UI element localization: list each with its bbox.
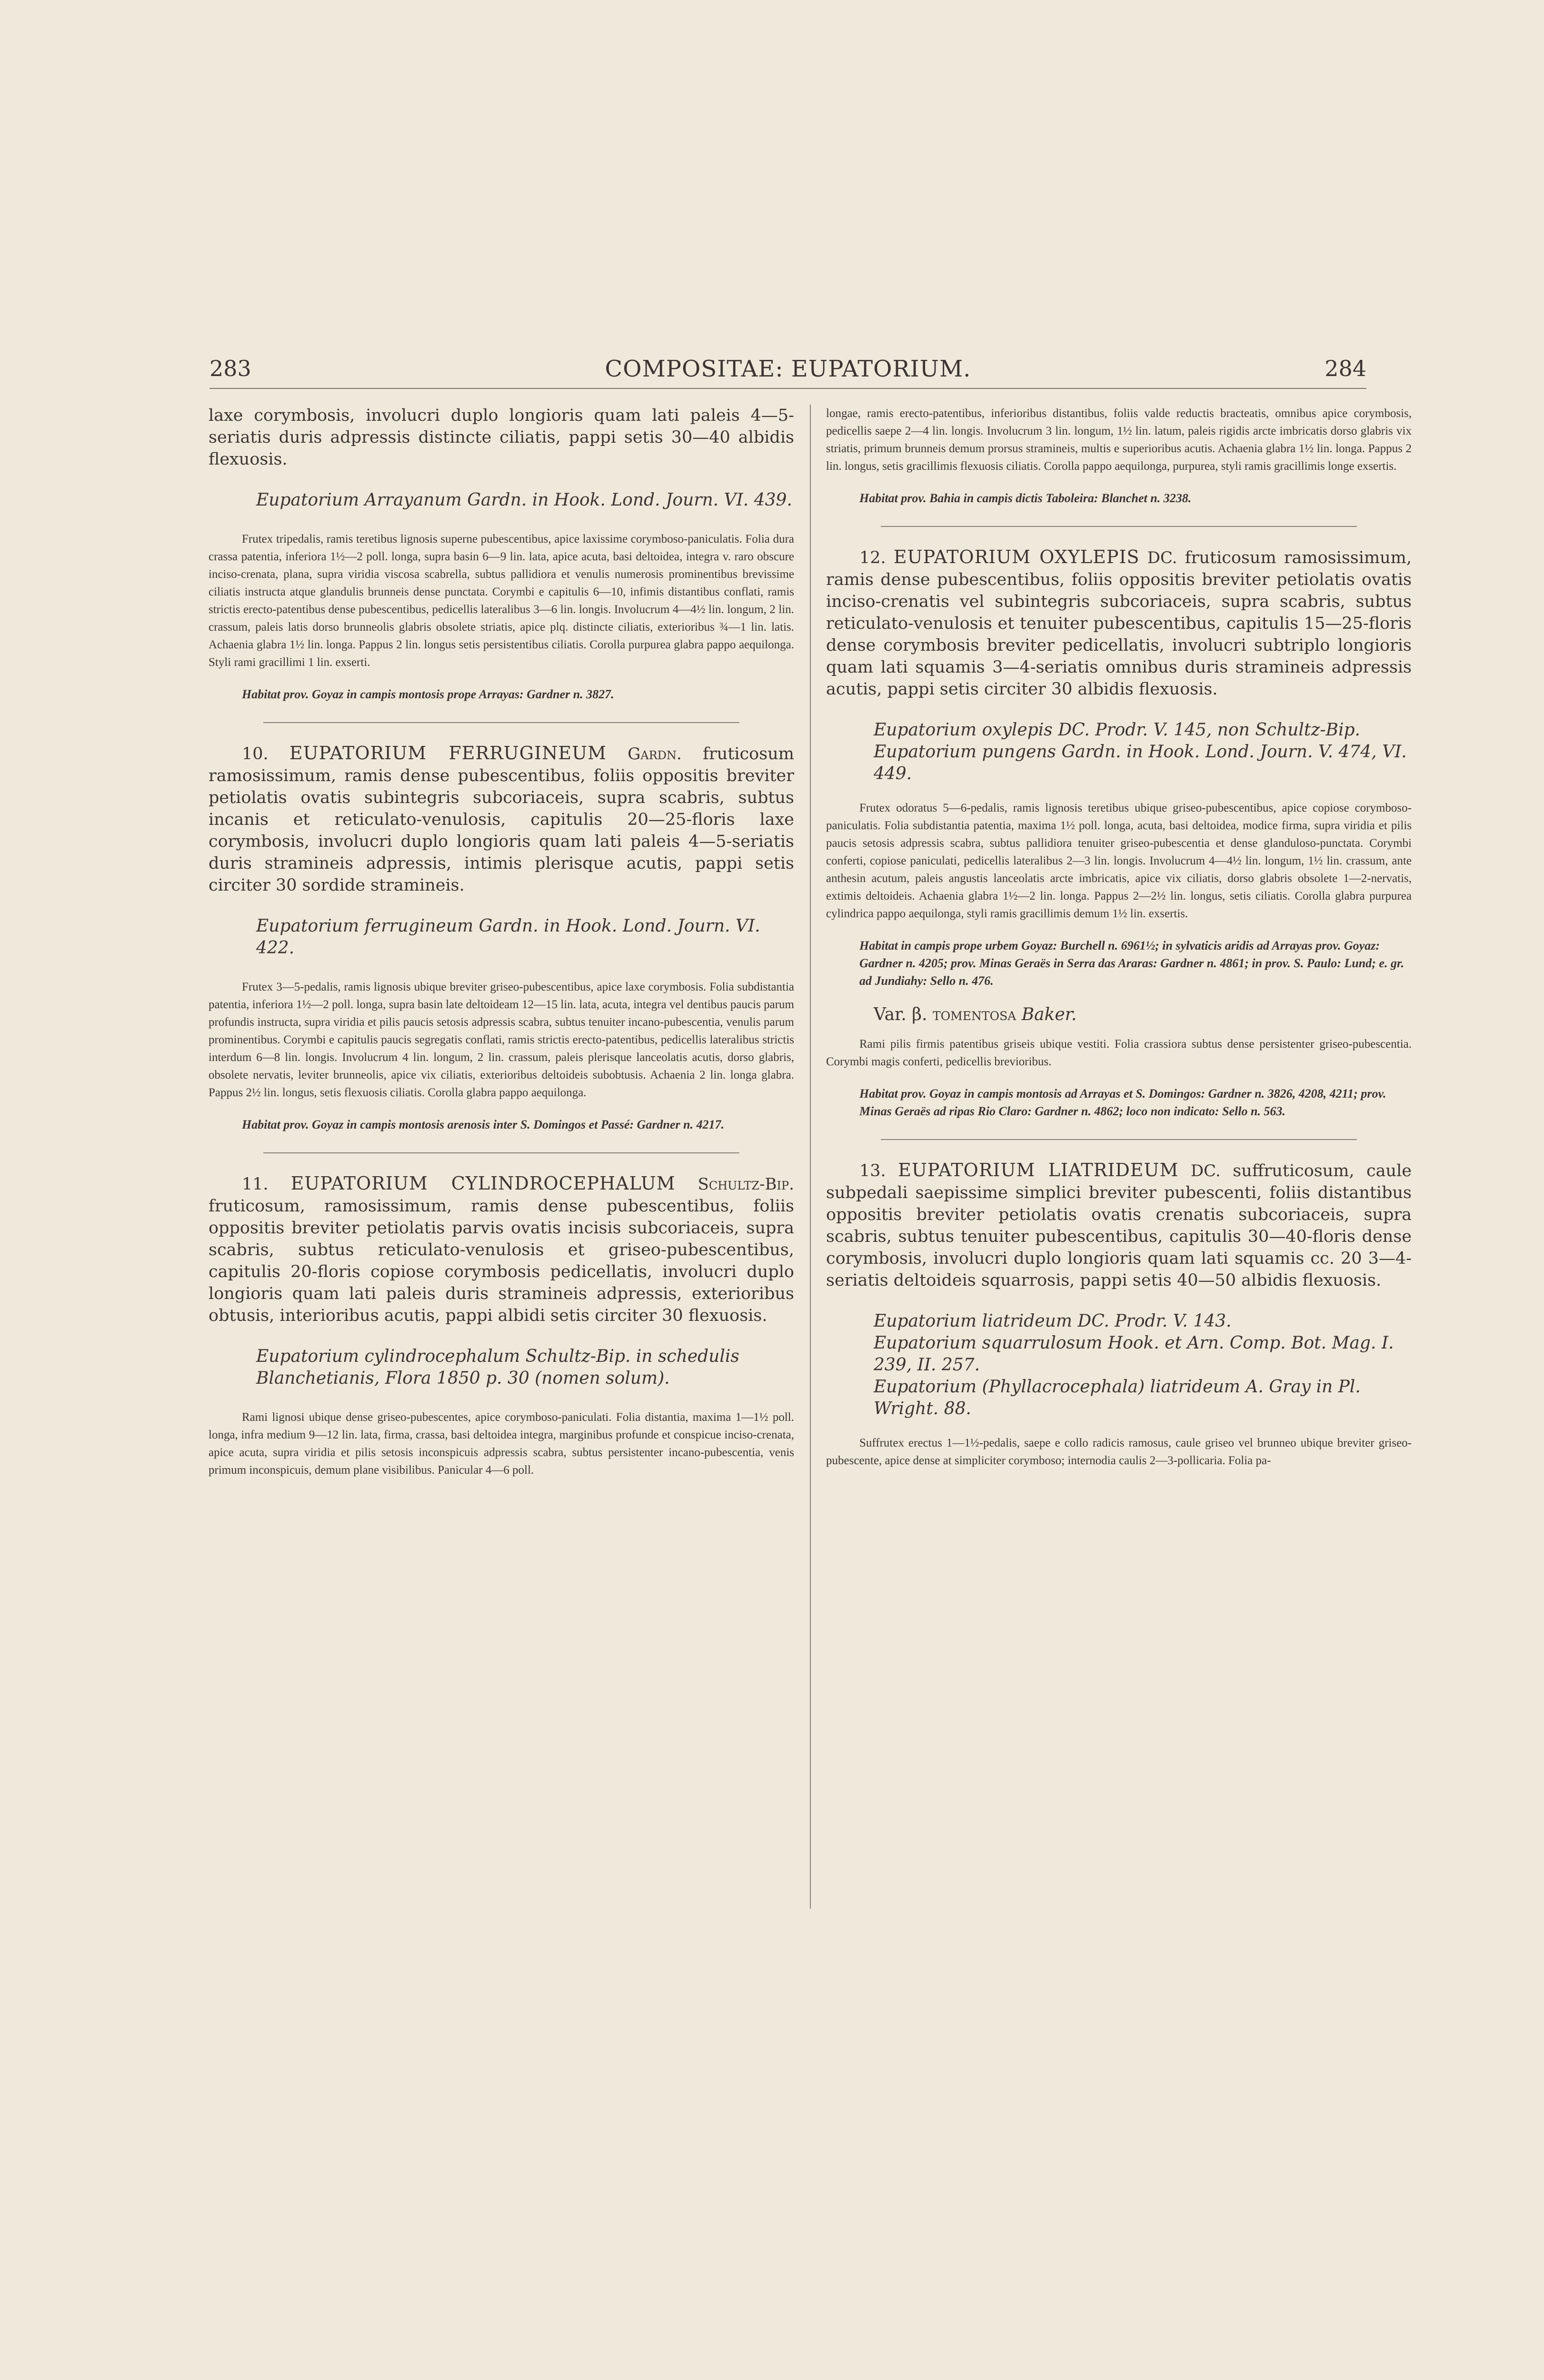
running-header: [209, 355, 1366, 389]
species-author: Schultz-Bip.: [697, 1175, 794, 1194]
species-name: EUPATORIUM CYLINDROCEPHALUM: [290, 1173, 676, 1194]
synonym: Eupatorium squarrulosum Hook. et Arn. Comp. Bot. Mag. I. 239, II. 257.: [874, 1333, 1394, 1375]
species-name: EUPATORIUM LIATRIDEUM: [898, 1160, 1179, 1180]
synonym: Eupatorium liatrideum DC. Prodr. V. 143.: [874, 1311, 1232, 1331]
left-column: [209, 405, 794, 1479]
synonym: Eupatorium oxylepis DC. Prodr. V. 145, non Schultz-Bip.: [874, 720, 1360, 740]
species-number: 11.: [242, 1175, 269, 1194]
column-divider: [810, 405, 811, 1909]
page-number-left: 283: [209, 356, 251, 381]
habitat: Habitat prov. Goyaz in campis montosis prope Arrayas: Gardner n. 3827.: [242, 687, 614, 701]
variety-habitat: Habitat prov. Goyaz in campis montosis ad Arrayas et S. Domingos: Gardner n. 3826, 4208, 4211; prov. Minas Geraës ad ripas Rio Claro: Gardner n. 4862; loco non indicato: Sello n. 563.: [859, 1087, 1386, 1118]
species-number: 13.: [859, 1161, 886, 1180]
continuation-paragraph: laxe corymbosis, involucri duplo longioris quam lati paleis 4—5-seriatis duris adpressis distincte ciliatis, pappi setis 30—40 albidis flexuosis.: [209, 406, 794, 469]
species-name: EUPATORIUM FERRUGINEUM: [289, 743, 607, 764]
description: Frutex 3—5-pedalis, ramis lignosis ubique breviter griseo-pubescentibus, apice laxe corymbosis. Folia subdistantia patentia, inferiora 1½—2 poll. longa, supra basin late deltoideam 12—15 lin. lata, acuta, integra vel dentibus paucis parum profundis instructa, supra viridia et pilis paucis setosis adpressis scabra, subtus tenuiter incano-pubescentia, venulis parum prominentibus. Corymbi e capitulis paucis segregatis conflati, ramis strictis erecto-patentibus, pedicellis lateralibus strictis interdum 6—8 lin. longis. Involucrum 4 lin. longum, 2 lin. crassum, paleis plerisque lanceolatis acutis, dorso glabris, obsolete nervatis, leviter brunneolis, apice vix ciliatis, exterioribus deltoideis subobtusis. Achaenia 2 lin. longa glabra. Pappus 2½ lin. longus, setis flexuosis ciliatis. Corolla glabra pappo aequilonga.: [209, 981, 794, 1099]
variety-description: Rami pilis firmis patentibus griseis ubique vestiti. Folia crassiora subtus dense persistenter griseo-pubescentia. Corymbi magis conferti, pedicellis brevioribus.: [826, 1038, 1412, 1068]
variety-name: tomentosa: [933, 1005, 1016, 1024]
page-number-right: 284: [1325, 356, 1366, 381]
species-text: fruticosum ramosissimum, ramis dense pubescentibus, foliis oppositis breviter petiolatis ovatis subintegris subcoriaceis, supra scabris, subtus incanis et reticulato-venulosis, capitulis 20—25-floris laxe corymbosis, involucri duplo longioris quam lati paleis 4—5-seriatis duris stramineis adpressis, intimis plerisque acutis, pappi setis circiter 30 sordide stramineis.: [209, 744, 794, 895]
variety-heading: [826, 1004, 1412, 1026]
description: Frutex tripedalis, ramis teretibus lignosis superne pubescentibus, apice laxissime corymboso-paniculatis. Folia dura crassa patentia, inferiora 1½—2 poll. longa, supra basin 6—9 lin. lata, apice acuta, basi deltoidea, integra v. raro obscure inciso-crenata, plana, supra viridia viscosa scabrella, subtus pallidiora et venulis numerosis prominentibus brevissime ciliatis instructa atque glandulis brunneis dense punctata. Corymbi e capitulis 6—10, infimis distantibus conflati, ramis strictis erecto-patentibus dense pubescentibus, pedicellis lateralibus 3—6 lin. longis. Involucrum 4—4½ lin. longum, 2 lin. crassum, paleis latis dorso brunneolis glabris obsolete striatis, apice plq. distincte ciliatis, exterioribus ¾—1 lin. latis. Achaenia glabra 1½ lin. longa. Pappus 2 lin. longus setis persistentibus ciliatis. Corolla purpurea glabra pappo aequilonga. Styli rami gracillimi 1 lin. exserti.: [209, 533, 794, 669]
species-number: 10.: [242, 744, 269, 764]
species-author: Gardn.: [628, 744, 682, 764]
species-author: DC.: [1147, 548, 1177, 567]
habitat: Habitat prov. Goyaz in campis montosis arenosis inter S. Domingos et Passé: Gardner n. 4217.: [242, 1118, 725, 1131]
synonym: Eupatorium pungens Gardn. in Hook. Lond. Journ. V. 474, VI. 449.: [874, 742, 1407, 783]
continuation-description: longae, ramis erecto-patentibus, inferioribus distantibus, foliis valde reductis bracteatis, omnibus apice corymbosis, pedicellis saepe 2—4 lin. longis. Involucrum 3 lin. longum, 1½ lin. latum, paleis rigidis arcte imbricatis dorso glabris vix striatis, primum brunneis demum prorsus stramineis, multis e superioribus acutis. Achaenia glabra 1½ lin. longa. Pappus 2 lin. longus, setis gracillimis flexuosis ciliatis. Corolla pappo aequilonga, purpurea, styli ramis gracillimis longe exsertis.: [826, 407, 1412, 473]
variety-label: Var. β.: [874, 1005, 927, 1024]
habitat: Habitat in campis prope urbem Goyaz: Burchell n. 6961½; in sylvaticis aridis ad Arrayas prov. Goyaz: Gardner n. 4205; prov. Minas Geraës in Serra das Araras: Gardner n. 4861; in prov. S. Paulo: Lund; e. gr. ad Jundiahy: Sello n. 476.: [859, 939, 1405, 988]
species-text: suffruticosum, caule subpedali saepissime simplici breviter pubescenti, foliis distantibus oppositis breviter petiolatis ovatis crenatis subcoriaceis, supra scabris, subtus tenuiter pubescentibus, capitulis 30—40-floris dense corymbosis, involucri duplo longioris quam lati squamis cc. 20 3—4-seriatis deltoideis squarrosis, pappi setis 40—50 albidis flexuosis.: [826, 1161, 1412, 1290]
species-13-diagnosis: [826, 1159, 1412, 1291]
description: Suffrutex erectus 1—1½-pedalis, saepe e collo radicis ramosus, caule griseo vel brunneo ubique breviter griseo-pubescente, apice dense at simpliciter corymboso; internodia caulis 2—3-pollicaria. Folia pa-: [826, 1437, 1412, 1467]
description: Frutex odoratus 5—6-pedalis, ramis lignosis teretibus ubique griseo-pubescentibus, apice copiose corymboso-paniculatis. Folia subdistantia patentia, maxima 1½ poll. longa, acuta, basi deltoidea, modice firma, supra viridia et pilis paucis setosis adpressis scabra, subtus pallidiora tenuiter griseo-pubescentia et dense glanduloso-punctata. Corymbi conferti, copiose paniculati, pedicellis lateralibus 2—3 lin. longis. Involucrum 4—4½ lin. longum, 1½ lin. crassum, ante anthesin acutum, paleis angustis lanceolatis arcte imbricatis, apice vix ciliatis, dorso glabris obsolete 1—2-nervatis, extimis deltoideis. Achaenia glabra 1½—2 lin. longa. Pappus 2—2½ lin. longus, setis ciliatis. Corolla glabra purpurea cylindrica pappo aequilonga, styli ramis gracillimis demum 1½ lin. exsertis.: [826, 802, 1412, 920]
species-text: fruticosum ramosissimum, ramis dense pubescentibus, foliis oppositis breviter petiolatis ovatis inciso-crenatis vel subintegris subcoriaceis, supra scabris, subtus reticulato-venulosis et tenuiter pubescentibus, capitulis 15—25-floris dense corymbosis breviter pedicellatis, involucri subtriplo longioris quam lati squamis 3—4-seriatis omnibus duris stramineis adpressis acutis, pappi setis circiter 30 albidis flexuosis.: [826, 548, 1412, 699]
description: Rami lignosi ubique dense griseo-pubescentes, apice corymboso-paniculati. Folia distantia, maxima 1—1½ poll. longa, infra medium 9—12 lin. lata, firma, crassa, basi deltoidea integra, marginibus profunde et conspicue inciso-crenata, apice acuta, supra viridia et pilis setosis inconspicuis adpressis scabra, subtus persistenter incano-pubescentia, venis primum inconspicuis, demum plane visibilibus. Panicular 4—6 poll.: [209, 1411, 794, 1477]
species-number: 12.: [859, 548, 886, 567]
species-author: DC.: [1190, 1161, 1221, 1180]
synonym: Eupatorium ferrugineum Gardn. in Hook. Lond. Journ. VI. 422.: [256, 916, 760, 958]
species-name: EUPATORIUM OXYLEPIS: [893, 546, 1140, 567]
synonym: Eupatorium Arrayanum Gardn. in Hook. Lond. Journ. VI. 439.: [256, 490, 792, 510]
variety-author: Baker.: [1021, 1005, 1077, 1024]
right-column: [826, 405, 1412, 1469]
synonym: Eupatorium (Phyllacrocephala) liatrideum A. Gray in Pl. Wright. 88.: [874, 1377, 1361, 1418]
running-title: COMPOSITAE: EUPATORIUM.: [605, 356, 971, 382]
synonym: Eupatorium cylindrocephalum Schultz-Bip. in schedulis Blanchetianis, Flora 1850 p. 30 (nomen solum).: [256, 1347, 739, 1388]
habitat: Habitat prov. Bahia in campis dictis Taboleira: Blanchet n. 3238.: [859, 491, 1192, 505]
species-11-diagnosis: [209, 1172, 794, 1327]
species-text: fruticosum, ramosissimum, ramis dense pubescentibus, foliis oppositis breviter petiolatis parvis ovatis incisis subcoriaceis, supra scabris, subtus reticulato-venulosis et griseo-pubescentibus, capitulis 20-floris copiose corymbosis pedicellatis, involucri duplo longioris quam lati paleis duris stramineis adpressis, exterioribus obtusis, interioribus acutis, pappi albidi setis circiter 30 flexuosis.: [209, 1197, 794, 1325]
species-10-diagnosis: [209, 742, 794, 896]
species-12-diagnosis: [826, 546, 1412, 700]
